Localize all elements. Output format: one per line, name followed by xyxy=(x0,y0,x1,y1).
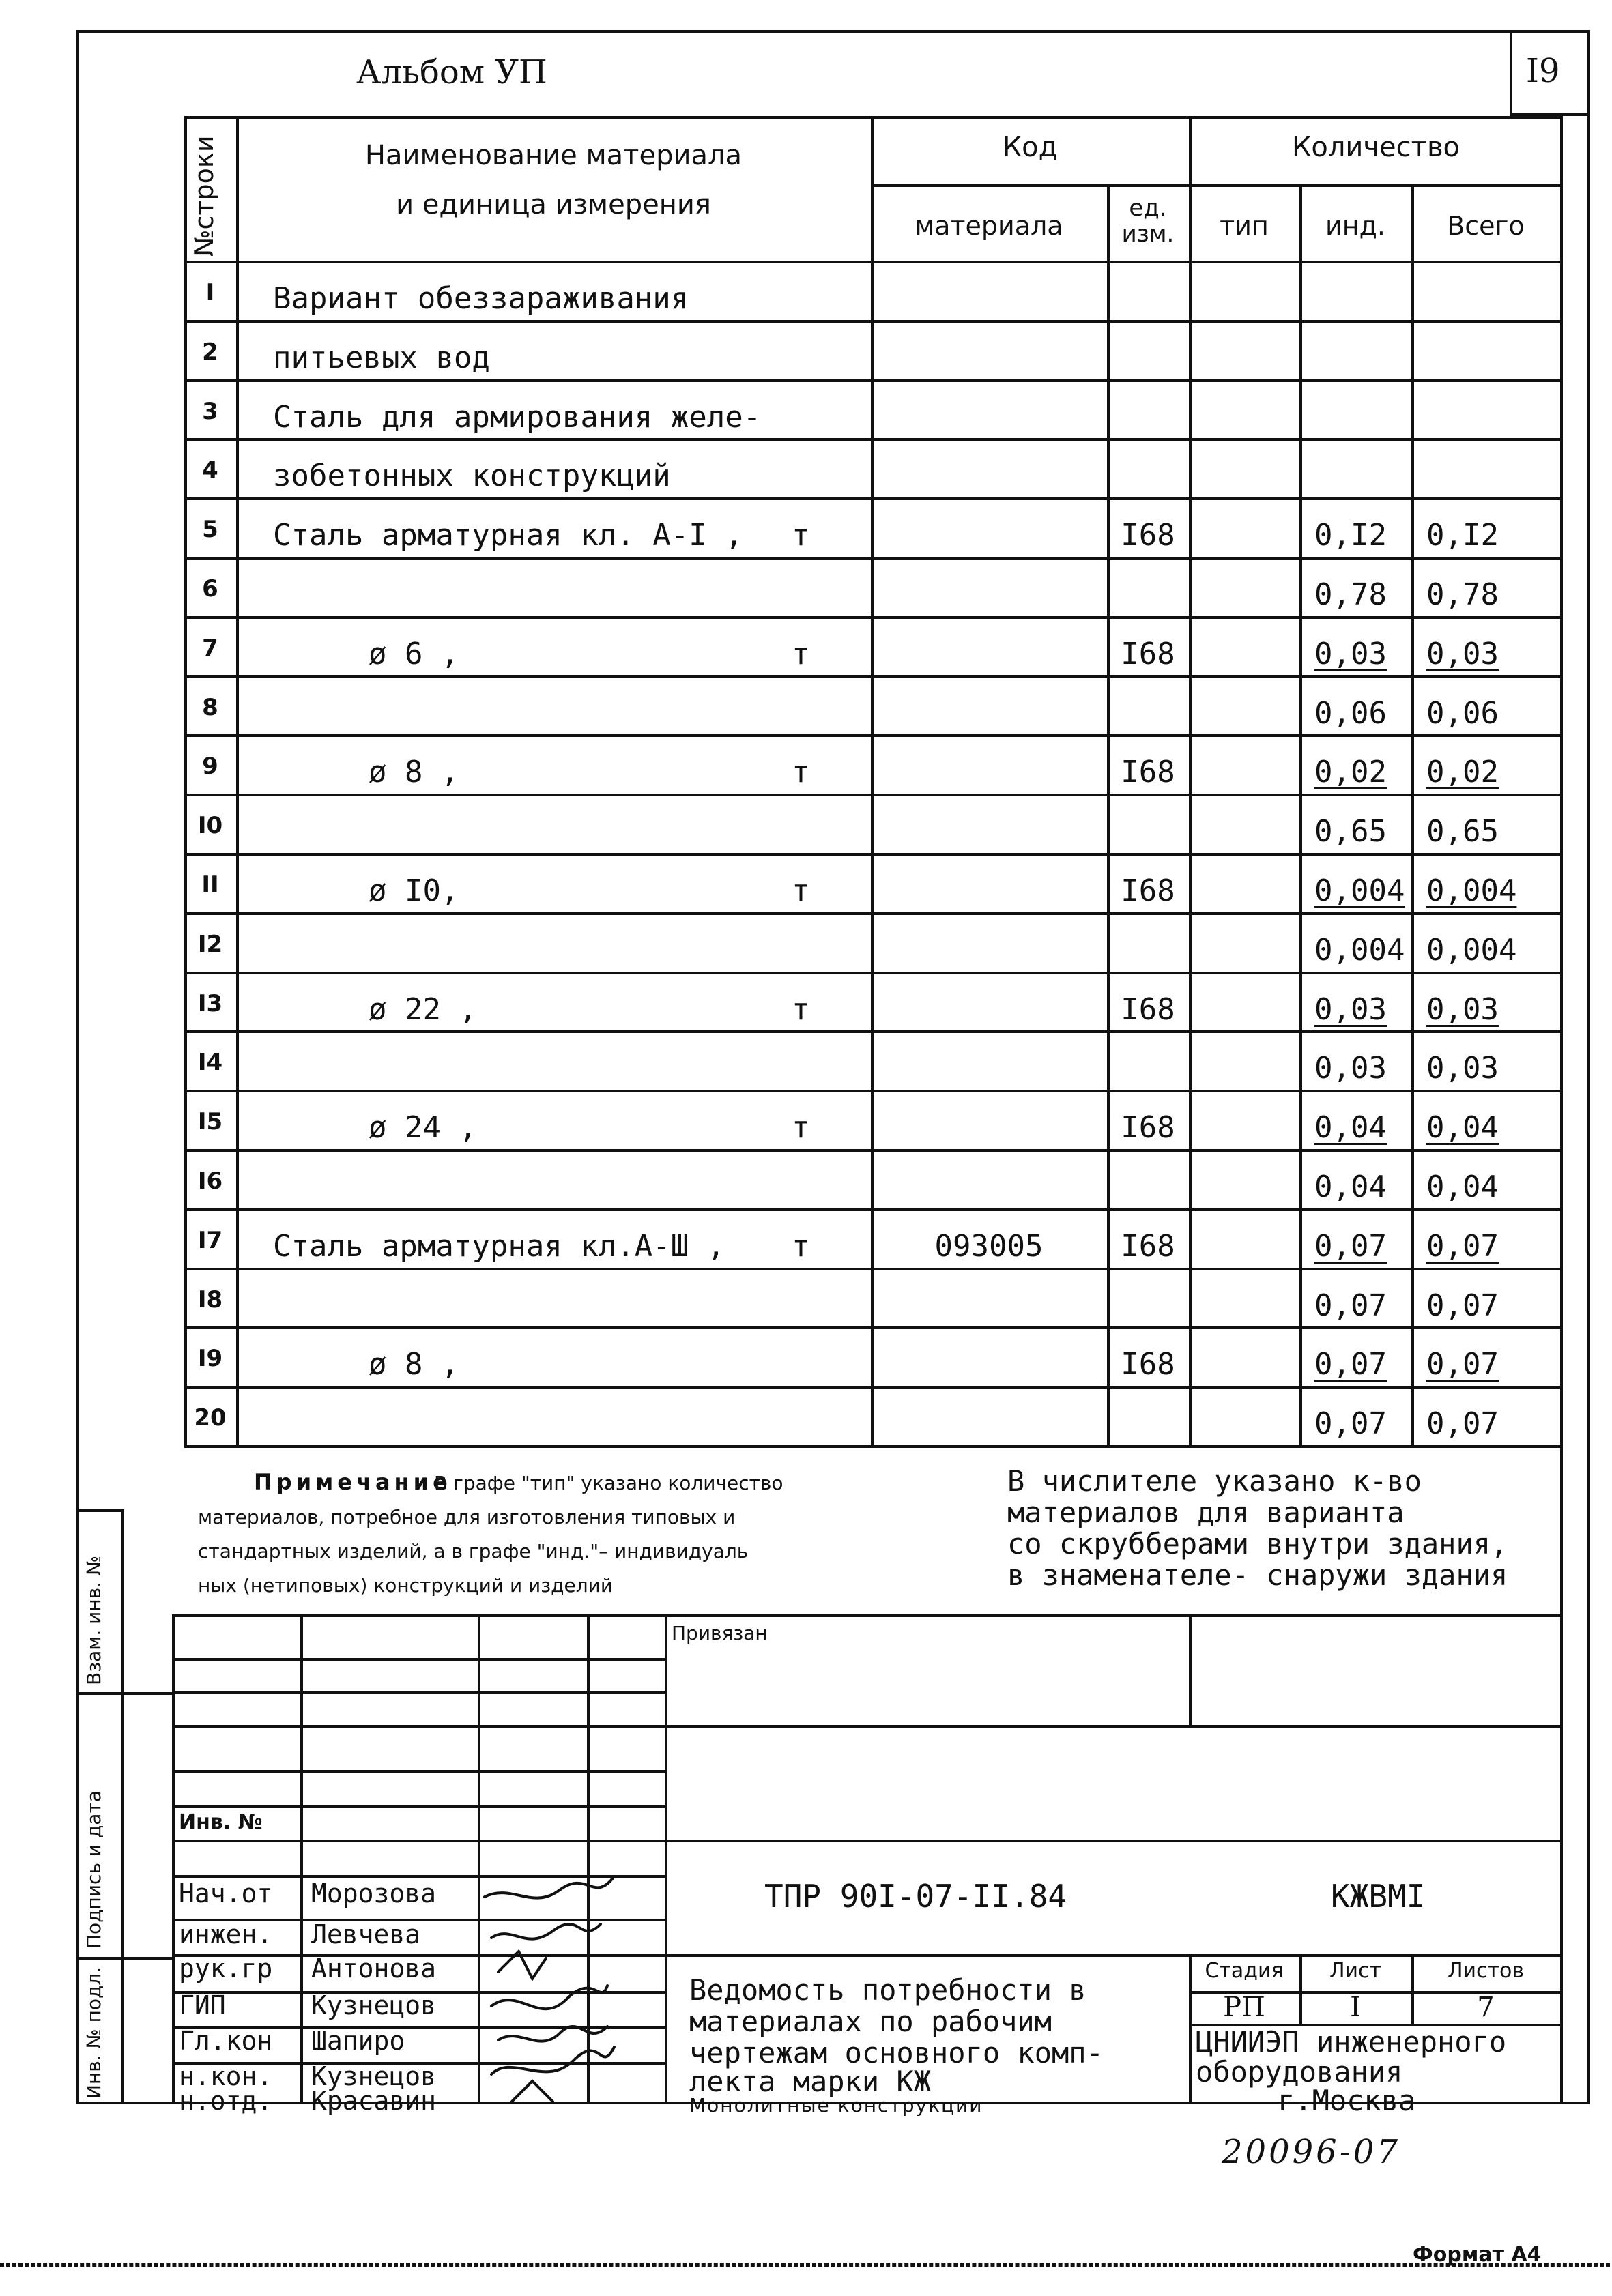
signature-role: н.отд. xyxy=(179,2086,273,2116)
qty-ind-value: 0,04 xyxy=(1314,1169,1387,1204)
signature-role: инжен. xyxy=(179,1919,273,1949)
material-name: ø 6 , xyxy=(369,637,459,671)
org-line3: г.Москва xyxy=(1278,2084,1416,2117)
stamp-col-1 xyxy=(300,1614,303,2103)
row-number: I2 xyxy=(197,931,223,958)
material-name: ø 24 , xyxy=(369,1110,477,1145)
note-left-line2: материалов, потребное для изготовления типовых и xyxy=(198,1506,736,1528)
row-separator xyxy=(184,438,1563,441)
row-number: 6 xyxy=(202,575,218,602)
qty-total-value: 0,78 xyxy=(1426,577,1499,612)
side-strip-div2 xyxy=(76,1957,172,1960)
note-right-line3: со скрубберами внутри здания, xyxy=(1007,1527,1508,1560)
cut-line xyxy=(0,2263,1612,2267)
col-line-1 xyxy=(236,116,239,1447)
qty-ind-value: 0,06 xyxy=(1314,696,1387,731)
row-separator xyxy=(184,1149,1563,1152)
qty-ind-value: 0,07 xyxy=(1314,1406,1387,1441)
signature-role: ГИП xyxy=(179,1990,226,2020)
note-right-line4: в знаменателе- снаружи здания xyxy=(1007,1558,1508,1592)
row-number: I9 xyxy=(197,1345,223,1372)
qty-total-value: 0,06 xyxy=(1426,696,1499,731)
stamp-line-a xyxy=(172,1614,1563,1617)
note-right-line1: В числителе указано к-во xyxy=(1007,1464,1422,1498)
qty-ind-value: 0,07 xyxy=(1314,1229,1387,1264)
unit-code: I68 xyxy=(1121,637,1175,671)
qty-ind-value: 0,004 xyxy=(1314,873,1405,908)
unit-value: т xyxy=(792,1110,810,1145)
row-separator xyxy=(184,675,1563,678)
unit-code: I68 xyxy=(1121,873,1175,908)
row-separator xyxy=(184,1208,1563,1211)
stamp-line-e xyxy=(172,1770,665,1773)
stamp-col-5 xyxy=(1189,1614,1192,1726)
qty-total-value: 0,07 xyxy=(1426,1229,1499,1264)
unit-value: т xyxy=(792,1229,810,1264)
qty-total-value: 0,03 xyxy=(1426,1051,1499,1086)
stamp-col-0 xyxy=(172,1614,175,2103)
signature-name: Кузнецов xyxy=(311,2061,437,2091)
material-name: Сталь арматурная кл. А-I , xyxy=(273,518,743,553)
qty-total-value: 0,03 xyxy=(1426,637,1499,671)
qty-total-header: Всего xyxy=(1447,211,1525,241)
stamp-line-d xyxy=(172,1725,1563,1728)
signature-name: Красавин xyxy=(311,2086,437,2116)
row-number: II xyxy=(201,871,219,899)
row-separator xyxy=(184,379,1563,382)
code-material-header: материала xyxy=(915,211,1063,241)
col-line-4 xyxy=(1189,116,1192,1447)
note-left-line3: стандартных изделий, а в графе "инд."– индивидуаль xyxy=(198,1540,749,1563)
signature-role: Нач.от xyxy=(179,1878,273,1908)
doc-code: ТПР 90I-07-II.84 xyxy=(764,1878,1067,1915)
qty-ind-value: 0,03 xyxy=(1314,637,1387,671)
col-line-6 xyxy=(1411,184,1414,1447)
org-line2: оборудования xyxy=(1196,2055,1403,2089)
doc-title-line3: чертежам основного комп- xyxy=(689,2036,1104,2069)
signature-role: рук.гр xyxy=(179,1953,273,1983)
unit-code: I68 xyxy=(1121,1110,1175,1145)
row-number-header: №строки xyxy=(189,135,219,257)
qty-total-value: 0,07 xyxy=(1426,1288,1499,1323)
qty-total-value: 0,04 xyxy=(1426,1110,1499,1145)
row-number: 8 xyxy=(202,694,218,721)
doc-title-line5: Монолитные конструкции xyxy=(689,2094,983,2117)
org-line1: ЦНИИЭП инженерного xyxy=(1196,2025,1507,2059)
vzam-label: Взам. инв. № xyxy=(83,1555,105,1685)
material-name: зобетонных конструкций xyxy=(273,459,671,493)
row-separator xyxy=(184,1445,1563,1448)
col-line-5 xyxy=(1299,184,1302,1447)
unit-code: I68 xyxy=(1121,1347,1175,1382)
doc-mark: КЖВМI xyxy=(1331,1878,1426,1915)
note-right-line2: материалов для варианта xyxy=(1007,1496,1405,1529)
row-number: I8 xyxy=(197,1286,223,1313)
qty-total-value: 0,03 xyxy=(1426,992,1499,1027)
row-separator xyxy=(184,1386,1563,1389)
doc-title-line2: материалах по рабочим xyxy=(689,2005,1052,2038)
signature-name: Кузнецов xyxy=(311,1990,437,2020)
code-unit-header-2: изм. xyxy=(1121,220,1175,248)
sheet-label: Лист xyxy=(1329,1959,1382,1983)
qty-total-value: 0,04 xyxy=(1426,1169,1499,1204)
unit-value: т xyxy=(792,873,810,908)
qty-ind-value: 0,I2 xyxy=(1314,518,1387,553)
stage-value: РП xyxy=(1223,1992,1265,2023)
name-header-line1: Наименование материала xyxy=(364,140,743,171)
qty-total-value: 0,004 xyxy=(1426,873,1517,908)
row-number: 2 xyxy=(202,338,218,366)
material-name: питьевых вод xyxy=(273,340,490,375)
qty-ind-header: инд. xyxy=(1325,211,1385,241)
unit-value: т xyxy=(792,518,810,553)
signature-role: Гл.кон xyxy=(179,2026,273,2056)
qty-ind-value: 0,07 xyxy=(1314,1288,1387,1323)
unit-code: I68 xyxy=(1121,518,1175,553)
unit-code: I68 xyxy=(1121,992,1175,1027)
row-separator xyxy=(184,1326,1563,1329)
material-name: ø 8 , xyxy=(369,755,459,789)
row-separator xyxy=(184,320,1563,323)
material-code: 093005 xyxy=(934,1229,1044,1264)
sheet-value: I xyxy=(1350,1992,1361,2023)
unit-value: т xyxy=(792,755,810,789)
row-number: I4 xyxy=(197,1049,223,1076)
row-number: I5 xyxy=(197,1108,223,1135)
qty-total-value: 0,07 xyxy=(1426,1347,1499,1382)
signature-role: н.кон. xyxy=(179,2061,273,2091)
table-top-line xyxy=(184,116,1563,119)
stamp-line-g xyxy=(172,1840,1563,1842)
sheet-number-divider xyxy=(1510,30,1512,116)
doc-title-line4: лекта марки КЖ xyxy=(689,2065,932,2098)
stamp-col-4 xyxy=(665,1614,667,2103)
signature-name: Левчева xyxy=(311,1919,421,1949)
stamp-line-f xyxy=(172,1805,665,1808)
code-header: Код xyxy=(1002,132,1058,163)
podp-label: Подпись и дата xyxy=(83,1790,105,1949)
material-name: ø 22 , xyxy=(369,992,477,1027)
doc-title-line1: Ведомость потребности в xyxy=(689,1973,1086,2007)
qty-ind-value: 0,78 xyxy=(1314,577,1387,612)
album-label: Альбом УП xyxy=(356,53,547,91)
row-number: 5 xyxy=(202,516,218,543)
unit-value: т xyxy=(792,992,810,1027)
sheets-value: 7 xyxy=(1477,1992,1495,2023)
header-mid-line xyxy=(871,184,1563,187)
signature-name: Морозова xyxy=(311,1878,437,1908)
qty-total-value: 0,02 xyxy=(1426,755,1499,789)
row-number: 3 xyxy=(202,398,218,425)
quantity-header: Количество xyxy=(1291,132,1460,163)
row-separator xyxy=(184,734,1563,737)
unit-code: I68 xyxy=(1121,755,1175,789)
row-separator xyxy=(184,853,1563,856)
row-number: 20 xyxy=(194,1404,227,1432)
qty-ind-value: 0,65 xyxy=(1314,814,1387,849)
row-separator xyxy=(184,912,1563,915)
header-bottom-line xyxy=(184,261,1563,263)
row-number: I3 xyxy=(197,990,223,1017)
qty-ind-value: 0,03 xyxy=(1314,1051,1387,1086)
row-number: 9 xyxy=(202,753,218,780)
qty-total-value: 0,I2 xyxy=(1426,518,1499,553)
row-number: I xyxy=(205,279,215,306)
row-separator xyxy=(184,794,1563,796)
side-strip-div1 xyxy=(76,1692,172,1695)
note-left-line1: В графе "тип" указано количество xyxy=(434,1472,783,1494)
row-separator xyxy=(184,616,1563,619)
material-name: ø I0, xyxy=(369,873,459,908)
side-strip-line xyxy=(121,1509,124,2104)
material-name: ø 8 , xyxy=(369,1347,459,1382)
unit-code: I68 xyxy=(1121,1229,1175,1264)
qty-ind-value: 0,02 xyxy=(1314,755,1387,789)
row-separator xyxy=(184,972,1563,974)
name-header-line2: и единица измерения xyxy=(396,189,711,220)
row-separator xyxy=(184,1090,1563,1092)
sheet-number: I9 xyxy=(1526,52,1560,90)
row-separator xyxy=(184,497,1563,500)
privyazan-label: Привязан xyxy=(672,1622,768,1644)
stamp-line-b xyxy=(172,1658,665,1661)
qty-total-value: 0,65 xyxy=(1426,814,1499,849)
stamp-line-c xyxy=(172,1691,665,1694)
qty-ind-value: 0,03 xyxy=(1314,992,1387,1027)
handwritten-signatures xyxy=(471,1870,628,2108)
signature-name: Шапиро xyxy=(311,2026,405,2056)
row-separator xyxy=(184,1030,1563,1033)
row-separator xyxy=(184,557,1563,560)
inv-no-label: Инв. № xyxy=(179,1810,263,1834)
sheets-label: Листов xyxy=(1447,1959,1525,1983)
material-name: Вариант обеззараживания xyxy=(273,281,689,316)
qty-total-value: 0,004 xyxy=(1426,933,1517,968)
side-strip-top xyxy=(76,1509,124,1512)
stage-label: Стадия xyxy=(1205,1959,1284,1983)
qty-total-value: 0,07 xyxy=(1426,1406,1499,1441)
row-number: I6 xyxy=(197,1167,223,1195)
code-unit-header-1: ед. xyxy=(1129,194,1167,222)
row-number: I7 xyxy=(197,1227,223,1254)
material-name: Сталь для армирования желе- xyxy=(273,400,762,435)
stamp-col-right xyxy=(1560,1445,1563,2104)
note-title: Примечание xyxy=(254,1469,452,1495)
qty-ind-value: 0,07 xyxy=(1314,1347,1387,1382)
archive-number: 20096-07 xyxy=(1222,2133,1400,2171)
note-left-line4: ных (нетиповых) конструкций и изделий xyxy=(198,1574,614,1597)
qty-type-header: тип xyxy=(1220,211,1269,241)
row-number: I0 xyxy=(197,812,223,839)
unit-value: т xyxy=(792,637,810,671)
row-number: 4 xyxy=(202,456,218,484)
col-line-7 xyxy=(1560,116,1563,1447)
inv-podl-label: Инв. № подл. xyxy=(83,1966,105,2099)
qty-ind-value: 0,04 xyxy=(1314,1110,1387,1145)
qty-ind-value: 0,004 xyxy=(1314,933,1405,968)
material-name: Сталь арматурная кл.А-Ш , xyxy=(273,1229,725,1264)
row-number: 7 xyxy=(202,635,218,662)
format-label: Формат А4 xyxy=(1413,2243,1542,2267)
row-separator xyxy=(184,1268,1563,1270)
signature-name: Антонова xyxy=(311,1953,437,1983)
